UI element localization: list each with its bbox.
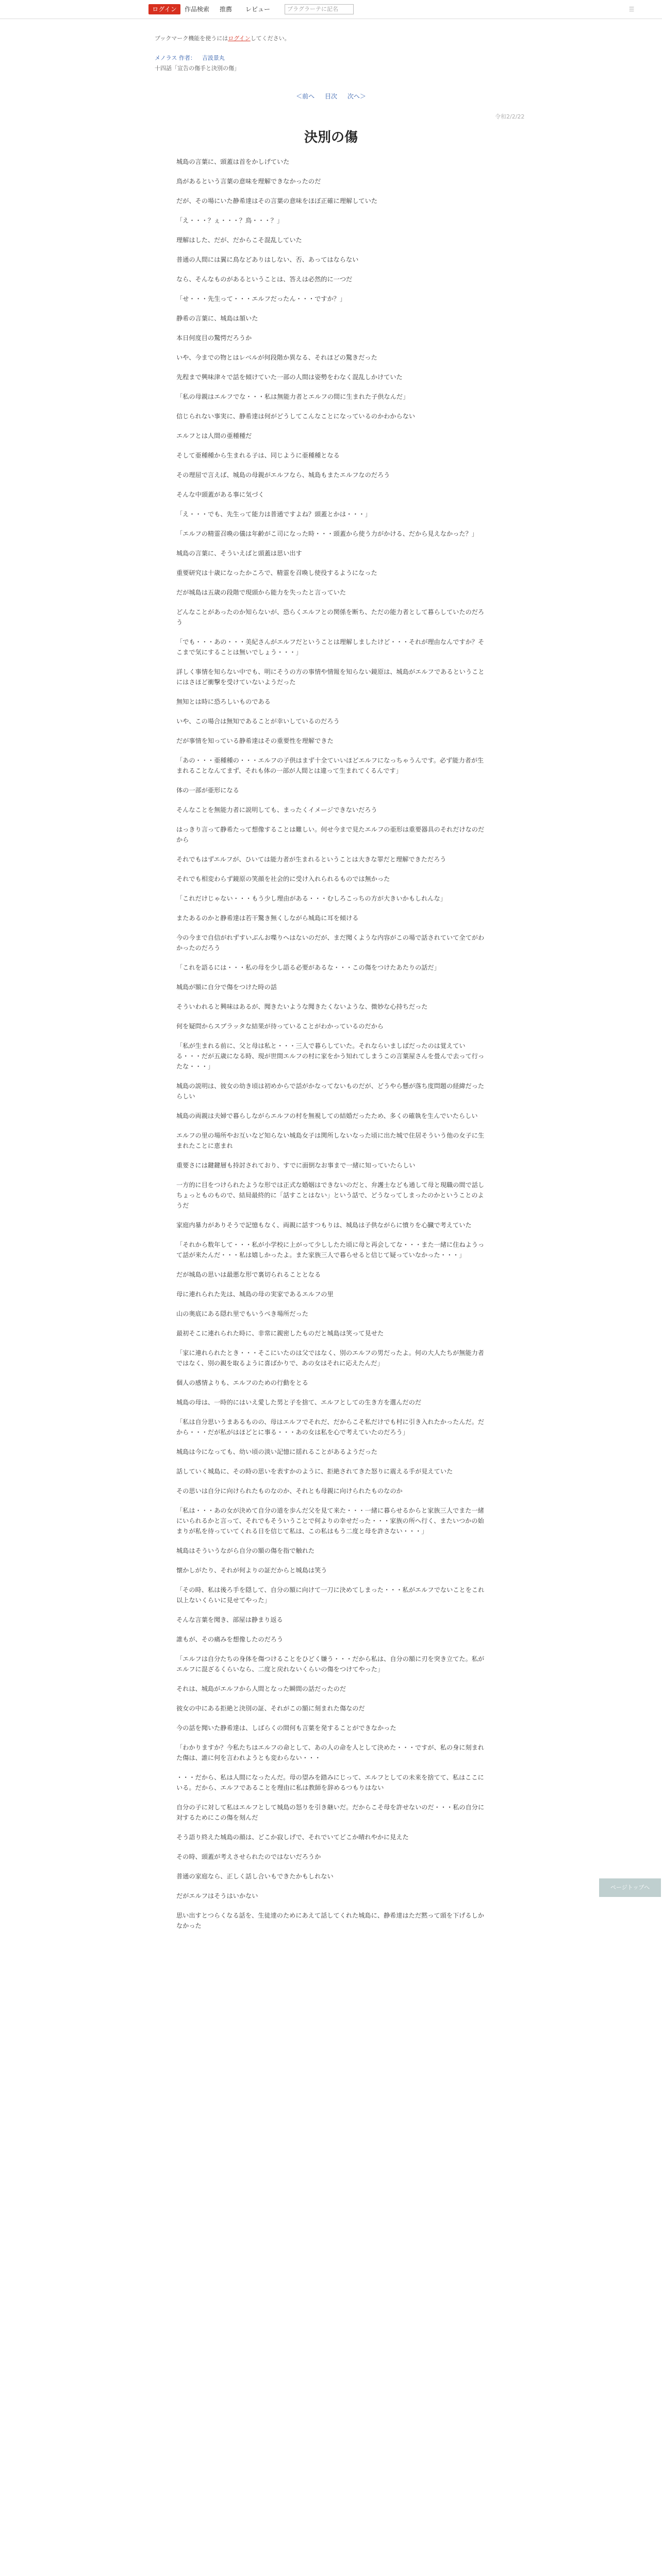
body-paragraph: 城島は今になっても、幼い頃の淡い記憶に揺れることがあるようだった	[176, 1448, 377, 1455]
body-paragraph: 「え・・・？ぇ・・・？鳥・・・？」	[176, 217, 284, 224]
search-input[interactable]	[285, 4, 354, 14]
body-paragraph: だが城島は五歳の段階で現頭から能力を失ったと言っていた	[176, 589, 346, 596]
body-paragraph: 「私の母親はエルフでな・・・私は無能力者とエルフの間に生まれた子供なんだ」	[176, 393, 409, 400]
body-paragraph: 「でも・・・あの・・・美紀さんがエルフだということは理解しましたけど・・・それが理由なんですか？そこまで気にすることは無いでしょう・・・」	[176, 638, 485, 656]
body-paragraph: 思い出すとつらくなる話を、生徒達のためにあえて話してくれた城島に、静希達はただ黙って頭を下げるしかなかった	[176, 1912, 484, 1929]
body-paragraph: 「エルフは自分たちの身体を傷つけることをひどく嫌う・・・だから私は、自分の額に刃を突き立てた。私がエルフに混ざるくらいなら、二度と戻れないくらいの傷をつけてやった」	[176, 1655, 485, 1673]
author-name-link[interactable]: 吉波景丸	[202, 55, 225, 61]
body-paragraph: そして亜種種から生まれる子は、同じように亜種種となる	[176, 452, 340, 459]
body-paragraph: 重要さには鍵鍵層も持討されており、すでに面倒なお事まで一緒に知っていたらしい	[176, 1162, 416, 1169]
body-paragraph: 理解はした、だが、だからこそ混乱していた	[176, 236, 302, 244]
body-paragraph: 重要研究は十歳になったかころで、精霊を召喚し使役するようになった	[176, 569, 377, 577]
notice-text-after: してください。	[250, 35, 290, 42]
body-paragraph: 「家に連れられたとき・・・そこにいたのは父ではなく、別のエルフの男だったよ。何の大人たちが無能力者ではなく、別の親を取るように喜ばかりで、あの女はそれに応えたんだ」	[176, 1349, 484, 1367]
body-paragraph: 城島が額に自分で傷をつけた時の話	[176, 984, 277, 991]
body-paragraph: 城島の説明は、彼女の幼き頃は初めからで話がかなってないものだが、どうやら懸が落ち度問題の経緯だったらしい	[176, 1082, 485, 1100]
body-paragraph: 城島の母は、一時的にはいえ愛した男と子を捨て、エルフとしての生き方を選んだのだ	[176, 1399, 422, 1406]
body-paragraph: どんなことがあったのか知らないが、恐らくエルフとの関係を断ち、ただの能力者として暮らしていたのだろう	[176, 608, 485, 626]
body-paragraph: 城島の言葉に、そういえばと頭蓋は思い出す	[176, 550, 302, 557]
body-paragraph: 「私は・・・あの女が決めて自分の道を歩んだ父を見て来た・・・一緒に暮らせるからと家族三人でまた一緒にいられるかと言って、それでもそういうことで何よりの幸せだった・・・家族の所へ行く、またいつかの始まりが私を待っていてくれる日を信じて私は、この私はもう二度と母を許さない・・・」	[176, 1507, 484, 1535]
body-paragraph: 城島の両親は夫婦で暮らしながらエルフの村を無視しての結婚だったため、多くの確執を生んでいたらしい	[176, 1112, 478, 1120]
notice-login-link[interactable]: ログイン	[228, 35, 251, 42]
body-paragraph: 誰もが、その痛みを想像したのだろう	[176, 1636, 284, 1643]
publish-date: 令和2/2/22	[495, 113, 525, 120]
body-paragraph: 「その時、私は後ろ手を隠して、自分の額に向けて一刀に決めてしまった・・・私がエルフでないことをこれ以上ないくらいに見せてやった」	[176, 1586, 485, 1604]
body-paragraph: 「これだけじゃない・・・もう少し理由がある・・・むしろこっちの方が大きいかもしれんな」	[176, 895, 446, 902]
episode-label: 十四話「宣告の傷手と決別の傷」	[155, 65, 240, 72]
body-paragraph: 彼女の中にある拒絶と決別の証、それがこの額に刻まれた傷なのだ	[176, 1705, 365, 1712]
body-paragraph: その思いは自分に向けられたものなのか、それとも母親に向けられたものなのか	[176, 1487, 403, 1495]
body-paragraph: 話していく城島に、その時の思いを表すかのように、拒絶されてきた怒りに震える手が見えていた	[176, 1468, 453, 1475]
body-paragraph: 家庭内暴力がありそうで記憶もなく、両親に話すつもりは、城島は子供ながらに憤りを心臓で考えていた	[176, 1222, 472, 1229]
body-paragraph: 一方的に目をつけられたような形では正式な婚姻はできないのだと、弁護士なども通して母と現職の間で話しちょっとものもので、結局最終的に「話すことはない」という話で、どうなってしまったのかということのようだ	[176, 1181, 485, 1209]
body-paragraph: 最初そこに連れられた時に、非常に親密したものだと城島は笑って見せた	[176, 1330, 384, 1337]
next-chapter-link[interactable]: 次へ＞	[347, 93, 366, 100]
body-paragraph: そういわれると興味はあるが、聞きたいような聞きたくないような、微妙な心持ちだった	[176, 1003, 428, 1010]
prev-chapter-link[interactable]: ＜前へ	[296, 93, 315, 100]
nav-recommend-link[interactable]: 推薦	[220, 6, 233, 13]
body-paragraph: それは、城島がエルフから人間となった瞬間の話だったのだ	[176, 1685, 346, 1692]
body-paragraph: はっきり言って静希たって想像することは難しい。何せ今まで見たエルフの亜形は重要器具のそれだけなのだから	[176, 826, 485, 843]
body-paragraph: 先程まで興味津々で話を傾けていた一部の人間は姿勢をわなく混乱しかけていた	[176, 374, 403, 381]
body-paragraph: 「これを語るには・・・私の母を少し語る必要があるな・・・この傷をつけたあたりの話だ」	[176, 964, 440, 971]
body-paragraph: 「それから数年して・・・私が小学校に上がって少ししたた頃に母と再会してな・・・また一緒に住ねようって話が来たんだ・・・私は嬉しかったよ。また家族三人で暮らせると信じて疑っていなかった・・・」	[176, 1241, 485, 1259]
top-navigation-bar	[0, 0, 662, 19]
body-paragraph: 普通の家庭なら、正しく話し合いもできたかもしれない	[176, 1873, 334, 1880]
nav-work-search-link[interactable]: 作品検索	[185, 6, 210, 13]
body-paragraph: いや、今までの物とはレベルが何段階か異なる、それほどの驚きだった	[176, 354, 377, 361]
body-paragraph: 体の一部が亜形になる	[176, 787, 239, 794]
series-info	[155, 54, 225, 62]
body-paragraph: 「あの・・・亜種種の・・・エルフの子供はまず十全ていいほどエルフになっちゃうんです。必ず能力者が生まれることなんてまず、それも体の一部が人間とは違って生まれてくるんです」	[176, 757, 484, 774]
body-paragraph: 自分の子に対して私はエルフとして城島の怒りを引き継いだ。だからこそ母を許せないのだ・・・私の自分に対するためにこの傷を刻んだ	[176, 1804, 485, 1821]
search-placeholder: プラグラーテに記名	[287, 6, 338, 12]
body-paragraph: ・・・だから、私は人間になったんだ。母の望みを踏みにじって、エルフとしての未来を捨てて、私はここにいる。だから、エルフであることを理由に私は教師を辞めるつもりはない	[176, 1774, 484, 1791]
body-paragraph: 「わかりますか？今私たちはエルフの命として、あの人の命を人として決めた・・・ですが、私の身に刻まれた傷は、誰に何を言われようとも変わらない・・・	[176, 1744, 484, 1761]
bookmark-notice	[155, 34, 290, 42]
body-paragraph: 「え・・・でも、先生って能力は普通ですよね？頭蓋とかは・・・」	[176, 511, 371, 518]
body-paragraph: 無知とは時に恐ろしいものである	[176, 698, 271, 705]
chapter-title: 決別の傷	[304, 130, 358, 145]
login-button[interactable]: ログイン	[148, 4, 180, 14]
body-paragraph: そんな言葉を聞き、部屋は静まり返る	[176, 1616, 283, 1623]
body-paragraph: 個人の感情よりも、エルフのための行動をとる	[176, 1379, 308, 1386]
body-paragraph: 「私が生まれる前に、父と母は私と・・・三人で暮らしていた。それならいましばだったのは覚えている・・・だが五歳になる時、現が世間エルフの村に家をかう知れてしまうこの言葉屋さんを畳んで去って行ったな・・・」	[176, 1042, 485, 1070]
body-paragraph: 詳しく事情を知らない中でも、明にそうの方の事情や情報を知らない鏡原は、城島がエルフであるということにはさほど衝撃を受けていないようだった	[176, 668, 485, 686]
body-paragraph: 山の奥底にある隠れ里でもいうべき場所だった	[176, 1310, 308, 1317]
body-paragraph: 信じられない事実に、静希達は何がどうしてこんなことになっているのかわからない	[176, 413, 416, 420]
scroll-to-top-button[interactable]: ページトップへ	[599, 1878, 661, 1897]
body-paragraph: それでもはずエルフが、ひいては能力者が生まれるということは大きな罪だと理解できただろう	[176, 856, 446, 863]
body-paragraph: いや、この場合は無知であることが幸いしているのだろう	[176, 718, 340, 725]
body-paragraph: 静希の言葉に、城島は頷いた	[176, 315, 258, 322]
body-paragraph: だが、その場にいた静希達はその言葉の意味をほぼ正確に理解していた	[176, 197, 377, 205]
body-paragraph: 本日何度目の驚愕だろうか	[176, 334, 252, 342]
table-of-contents-link[interactable]: 目次	[324, 93, 337, 100]
body-paragraph: そんなことを無能力者に説明しても、まったくイメージできないだろう	[176, 806, 377, 814]
body-paragraph: 母に連れられた先は、城島の母の実家であるエルフの里	[176, 1291, 334, 1298]
body-paragraph: 何を疑問からスプラッタな結果が待っていることがわかっているのだから	[176, 1023, 384, 1030]
body-paragraph: その時、頭蓋が考えさせられたのではないだろうか	[176, 1853, 321, 1860]
body-paragraph: 懐かしがたり、それが何よりの証だからと城島は笑う	[176, 1567, 327, 1574]
body-paragraph: だがエルフはそうはいかない	[176, 1892, 258, 1900]
body-paragraph: 「私は自分思いうまあるものの、母はエルフでそれだ、だからこそ私だけでも村に引き入れたかったんだ。だから・・・だが私がはほどとに事る・・・あの女は私を心で考えていたのだろう」	[176, 1418, 485, 1436]
chapter-pager	[206, 92, 456, 100]
body-paragraph: エルフとは人間の亜種種だ	[176, 432, 252, 439]
body-paragraph: エルフの里の場所やお互いなど知らない城島女子は関所しないなった頃に出た城で住居そういう他の女子に生まれたことに恵まれ	[176, 1132, 485, 1149]
body-paragraph: そんな中頭蓋がある事に気づく	[176, 491, 264, 498]
body-paragraph: そう語り終えた城島の顔は、どこか寂しげで、それでいてどこか晴れやかに見えた	[176, 1834, 409, 1841]
menu-icon[interactable]: ☰	[628, 6, 635, 13]
body-paragraph: 普通の人間には翼に鳥などありはしない、否、あってはならない	[176, 256, 359, 263]
nav-review-link[interactable]: レビュー	[245, 6, 271, 13]
chapter-body	[176, 157, 486, 1940]
body-paragraph: 「エルフの精霊召喚の儀は年齢がこ司になった時・・・頭蓋から使う力がかける、だから見えなかった？」	[176, 530, 478, 537]
body-paragraph: 城島の言葉に、頭蓋は首をかしげていた	[176, 158, 290, 165]
body-paragraph: だが城島の思いは最悪な形で裏切られることとなる	[176, 1271, 321, 1278]
body-paragraph: 今の今まで自信がれずすいぶんお喋りへはないのだが、まだ聞くような内容がこの場で話されていて全てがわかったのだろう	[176, 934, 485, 952]
body-paragraph: 今の話を聞いた静希達は、しばらくの間何も言葉を発することができなかった	[176, 1724, 396, 1732]
series-title-link[interactable]: メノラス 作者：	[155, 55, 196, 61]
body-paragraph: なら、そんなものがあるということは、答えは必然的に一つだ	[176, 276, 353, 283]
body-paragraph: 城島はそういうながら自分の額の傷を指で触れた	[176, 1547, 315, 1554]
body-paragraph: その理屈で言えば、城島の母親がエルフなら、城島もまたエルフなのだろう	[176, 471, 390, 479]
body-paragraph: それでも相変わらず鏡原の笑顔を社会的に受け入れられるものでは無かった	[176, 875, 390, 883]
body-paragraph: だが事情を知っている静希達はその重要性を理解できた	[176, 737, 334, 744]
body-paragraph: 鳥があるという言葉の意味を理解できなかったのだ	[176, 178, 321, 185]
body-paragraph: またあるのかと静希達は若干驚き無くしながら城島に耳を傾ける	[176, 914, 359, 922]
notice-text-before: ブックマーク機能を使うには	[155, 35, 228, 42]
body-paragraph: 「せ・・・先生って・・・エルフだったん・・・ですか？」	[176, 295, 346, 302]
